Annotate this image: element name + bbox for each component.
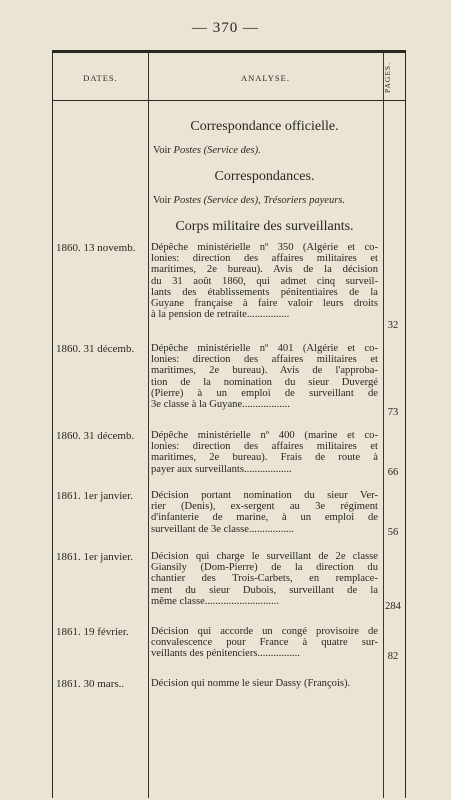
analysis-line: Dépêche ministérielle nº 350 (Algérie et co- xyxy=(151,242,378,253)
analysis-line: maritimes, 2e bureau). Frais de route à xyxy=(151,452,378,464)
entry-analysis xyxy=(151,343,378,410)
analysis-line: même classe............................ xyxy=(151,595,279,607)
entry-date: 1860. 31 décemb. xyxy=(56,430,135,442)
analysis-line: maritimes, 2e bureau). Avis de la décision xyxy=(151,264,378,276)
section-title: Correspondance officielle. xyxy=(190,119,339,134)
entry-page: 82 xyxy=(387,651,399,662)
analysis-line: veillants des pénitenciers................ xyxy=(151,648,300,660)
analysis-line: à la pension de retraite................ xyxy=(151,309,290,321)
analysis-line: maritimes, 2e bureau). Avis de l'approba- xyxy=(151,365,378,377)
analysis-line: du 31 août 1860, qui admet cinq surveil- xyxy=(151,275,378,287)
section-title: Correspondances. xyxy=(214,169,315,184)
analysis-line: ment du sieur Dubois, surveillant de la xyxy=(151,584,378,596)
analysis-line: d'infanterie de marine, à un emploi de xyxy=(151,512,378,524)
entry-page: 56 xyxy=(387,527,399,538)
entry-date: 1861. 30 mars.. xyxy=(56,678,125,690)
entry-page: 73 xyxy=(387,407,399,418)
entry-page: 66 xyxy=(387,467,399,478)
section-title: Corps militaire des surveillants. xyxy=(175,219,354,234)
entry-analysis xyxy=(151,242,378,320)
see-also-reference: Voir Postes (Service des), Trésoriers payeurs. xyxy=(153,195,346,206)
entry-analysis xyxy=(151,678,378,689)
entry-page: 284 xyxy=(385,601,401,612)
analysis-line: chantier des Trois-Carbets, en remplace- xyxy=(151,573,378,585)
entry-date: 1860. 13 novemb. xyxy=(56,242,136,254)
analysis-line: Guyane française à faire valoir leurs droits xyxy=(151,298,378,310)
analysis-line: Décision qui charge le surveillant de 2e classe xyxy=(151,551,378,562)
header-pages: PAGES. xyxy=(383,62,392,94)
analysis-line: lonies: direction des affaires militaires et xyxy=(151,253,378,265)
analysis-line: Décision qui nomme le sieur Dassy (François). xyxy=(151,678,351,689)
analysis-line: payer aux surveillants.................. xyxy=(151,463,292,475)
analysis-line: Décision qui accorde un congé provisoire de xyxy=(151,626,378,637)
entry-analysis xyxy=(151,551,378,607)
analysis-line: Dépêche ministérielle nº 401 (Algérie et co- xyxy=(151,343,378,354)
header-rule xyxy=(53,100,405,101)
entry-analysis xyxy=(151,626,378,660)
entry-analysis xyxy=(151,490,378,535)
analysis-line: surveillant de 3e classe................. xyxy=(151,523,294,535)
analysis-line: lants des établissements pénitentiaires de la xyxy=(151,286,378,298)
header-analyse: ANALYSE. xyxy=(241,73,290,83)
entry-date: 1861. 1er janvier. xyxy=(56,490,133,502)
entry-date: 1861. 1er janvier. xyxy=(56,551,133,563)
column-divider-pages xyxy=(383,53,384,798)
analysis-line: tion de la nomination du sieur Duvergé xyxy=(151,376,378,388)
column-divider-dates xyxy=(148,53,149,798)
analysis-line: lonies: direction des affaires militaires et xyxy=(151,354,378,366)
see-also-reference: Voir Postes (Service des). xyxy=(153,145,261,156)
analysis-line: (Pierre) à un emploi de surveillant de xyxy=(151,387,378,399)
entry-analysis xyxy=(151,430,378,475)
entry-page: 32 xyxy=(387,320,399,331)
header-dates: DATES. xyxy=(83,73,118,83)
analysis-line: rier (Denis), ex-sergent au 3e régiment xyxy=(151,501,378,513)
analysis-line: 3e classe à la Guyane.................. xyxy=(151,399,290,411)
analysis-line: lonies: direction des affaires militaires et xyxy=(151,441,378,453)
analysis-line: Dépêche ministérielle nº 400 (marine et co- xyxy=(151,430,378,441)
analysis-line: Giansily (Dom-Pierre) de la direction du xyxy=(151,562,378,574)
entry-date: 1861. 19 février. xyxy=(56,626,129,638)
page-number: — 370 — xyxy=(192,20,259,36)
analysis-line: convalescence pour France à quatre sur- xyxy=(151,637,378,649)
analysis-line: Décision portant nomination du sieur Ver- xyxy=(151,490,378,501)
entry-date: 1860. 31 décemb. xyxy=(56,343,135,355)
